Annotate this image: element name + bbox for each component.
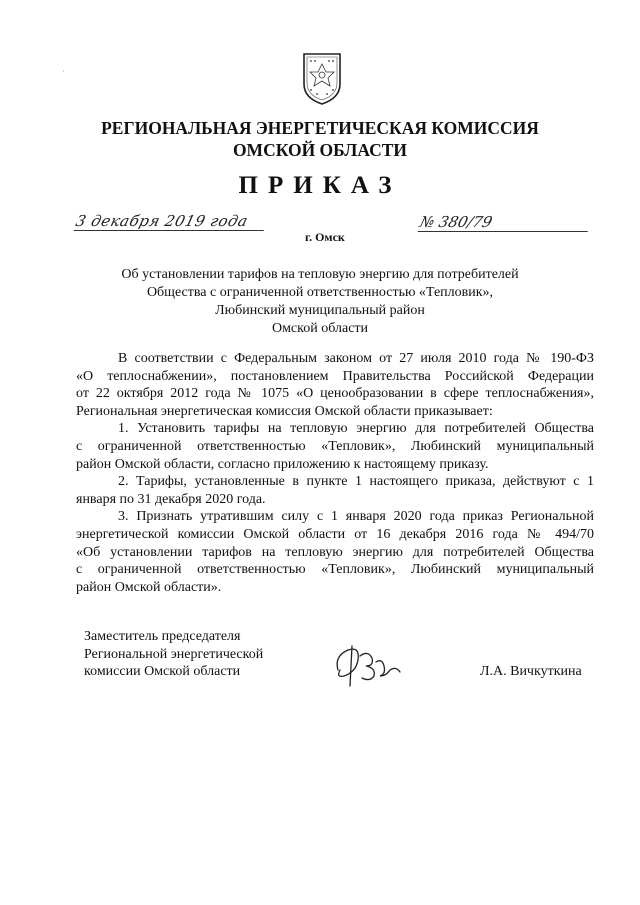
body-line: Региональная энергетическая комиссия Омской области приказывает: <box>76 403 493 419</box>
signatory-position <box>84 628 263 681</box>
scan-dot: · <box>62 67 65 76</box>
omsk-coat-of-arms-icon <box>300 50 344 106</box>
subject-line: Омской области <box>271 321 369 336</box>
subject-line: Об установлении тарифов на тепловую энергию для потребителей <box>121 267 519 282</box>
body-line: «Об установлении тарифов на тепловую энергию для потребителей Общества <box>76 544 594 560</box>
position-line: Заместитель председателя <box>84 629 241 644</box>
subject-line: Общества с ограниченной ответственностью «Тепловик», <box>146 285 494 300</box>
order-body <box>76 350 594 596</box>
subject-line: Любинский муниципальный район <box>215 303 425 318</box>
body-line: с ограниченной ответственностью «Тепловик», Любинский муниципальный <box>76 438 594 454</box>
body-line: 2. Тарифы, установленные в пункте 1 настоящего приказа, действуют с 1 <box>118 474 594 490</box>
body-line: «О теплоснабжении», постановлением Правительства Российской Федерации <box>76 368 594 384</box>
organization-name-line2: ОМСКОЙ ОБЛАСТИ <box>232 140 408 160</box>
organization-name-line1: РЕГИОНАЛЬНАЯ ЭНЕРГЕТИЧЕСКАЯ КОМИССИЯ <box>101 118 539 138</box>
body-line: район Омской области, согласно приложению к настоящему приказу. <box>76 456 489 472</box>
document-type-title: ПРИКАЗ <box>238 172 402 199</box>
position-line: Региональной энергетической <box>84 646 264 662</box>
body-line: В соответствии с Федеральным законом от 27 июля 2010 года № 190-ФЗ <box>118 351 594 366</box>
city-label: г. Омск <box>305 230 345 244</box>
order-subject <box>80 266 560 338</box>
handwritten-signature <box>330 636 410 692</box>
body-line: января по 31 декабря 2020 года. <box>76 491 266 507</box>
body-line: 3. Признать утратившим силу с 1 января 2020 года приказ Региональной <box>118 509 594 525</box>
position-line: комиссии Омской области <box>84 664 241 680</box>
body-line: энергетической комиссии Омской области от 16 декабря 2016 года № 494/70 <box>76 526 594 542</box>
body-line: 1. Установить тарифы на тепловую энергию для потребителей Общества <box>118 421 594 437</box>
body-line: с ограниченной ответственностью «Тепловик», Любинский муниципальный <box>76 562 594 578</box>
handwritten-order-number: № 380/79 <box>418 213 593 232</box>
body-line: район Омской области». <box>76 579 222 595</box>
signatory-name: Л.А. Вичкуткина <box>480 664 582 679</box>
handwritten-date: 3 декабря 2019 года <box>74 212 269 231</box>
body-line: от 22 октября 2012 года № 1075 «О ценообразовании в сфере теплоснабжения», <box>76 386 594 402</box>
